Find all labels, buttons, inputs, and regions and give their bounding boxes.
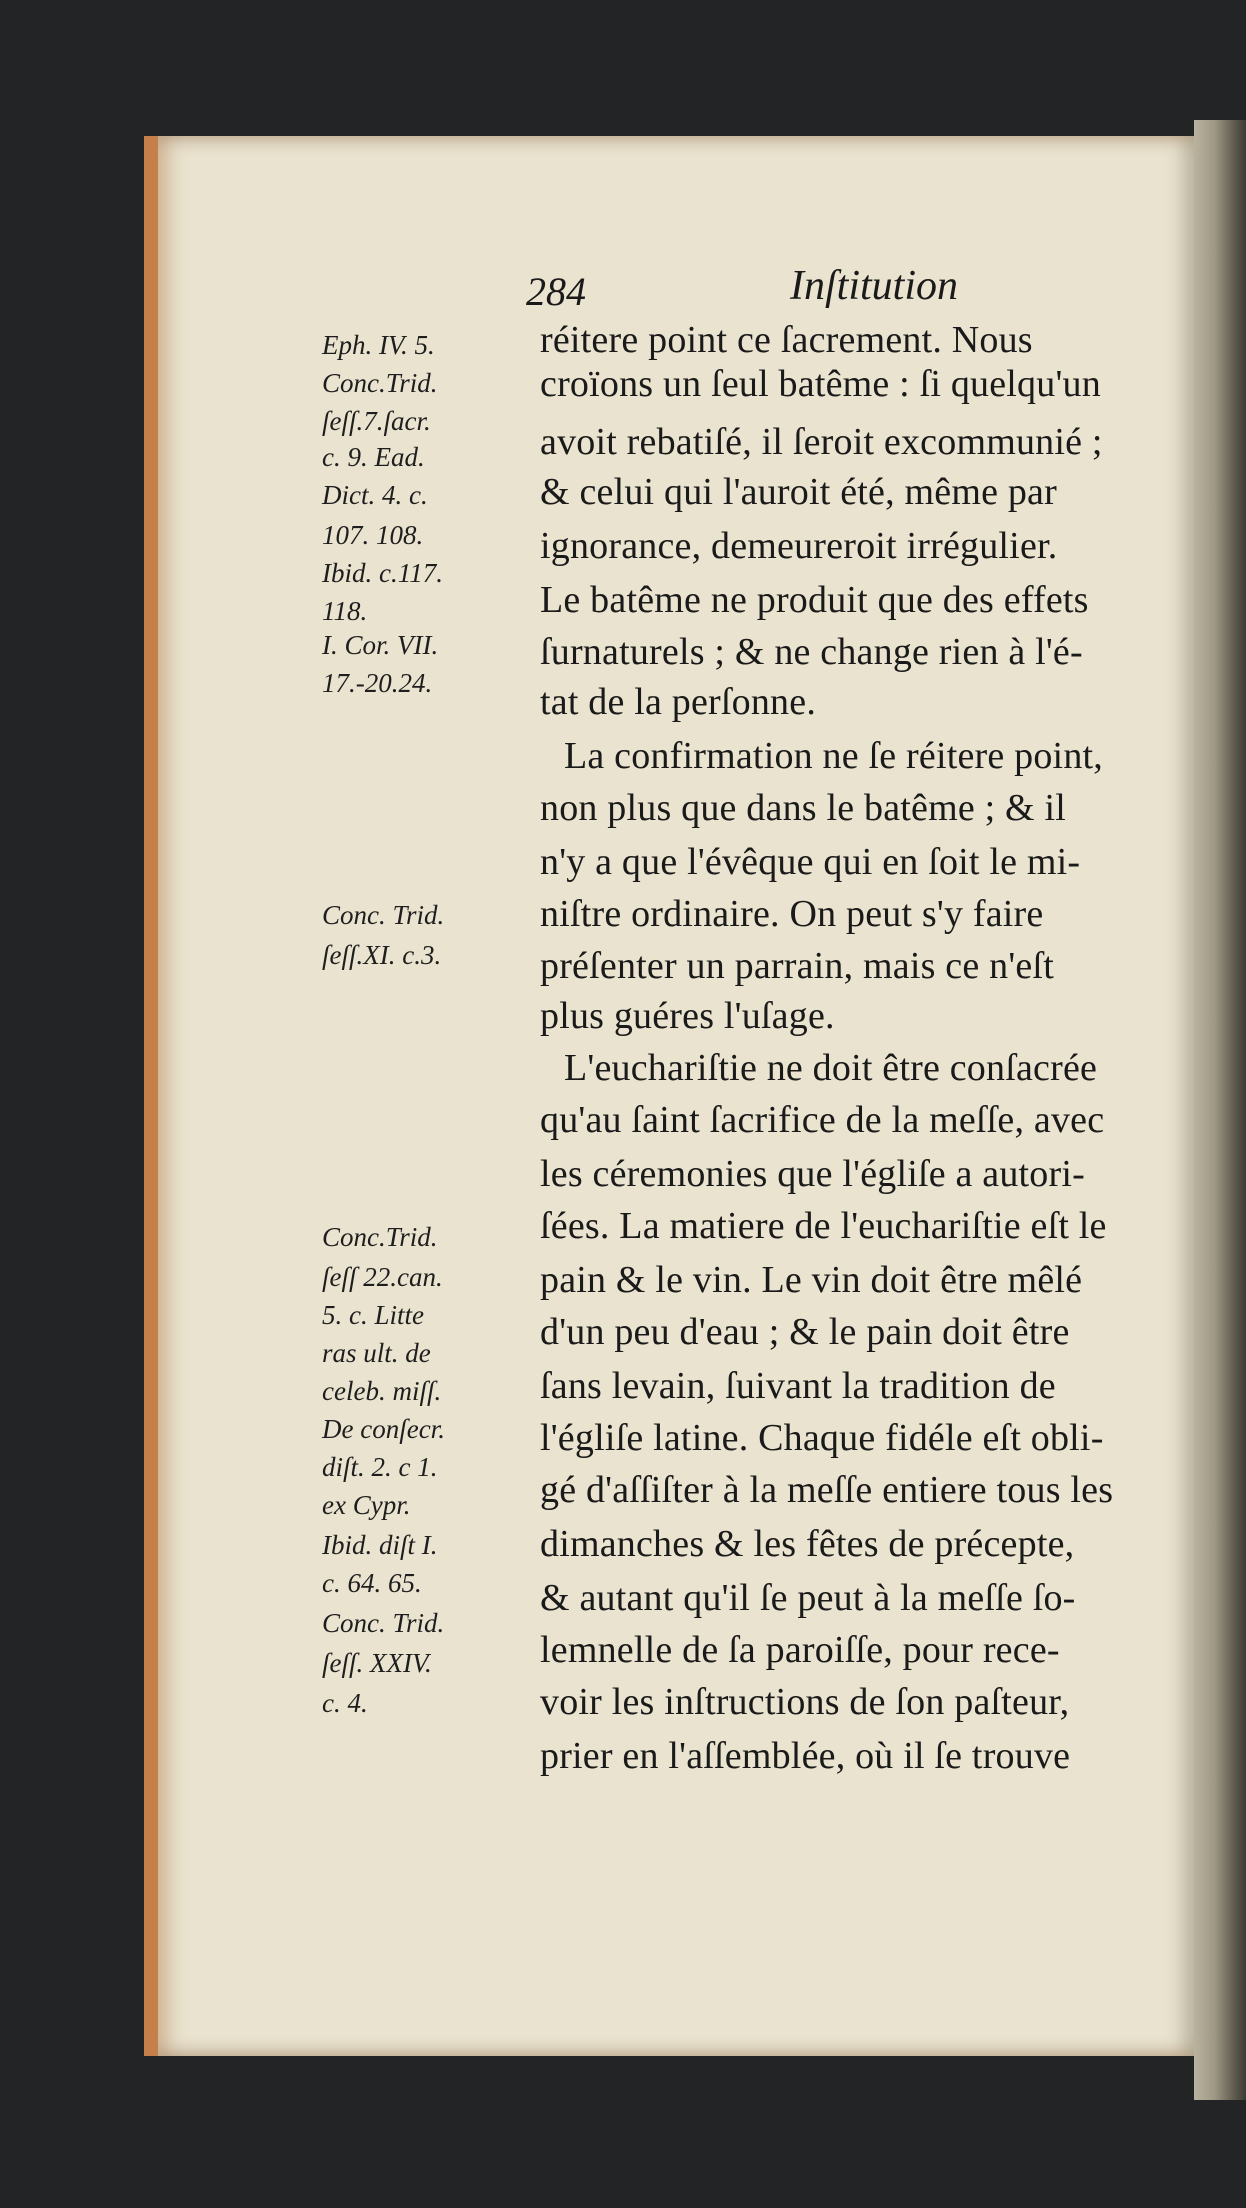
- margin-note: ras ult. de: [322, 1338, 431, 1368]
- margin-note: 118.: [322, 596, 368, 626]
- text-line: voir les inſtructions de ſon paſteur,: [540, 1681, 1070, 1723]
- text-line: qu'au ſaint ſacrifice de la meſſe, avec: [540, 1099, 1105, 1141]
- text-line: Le batême ne produit que des effets: [540, 579, 1089, 621]
- margin-note: 17.-20.24.: [322, 668, 433, 698]
- text-line: ſées. La matiere de l'euchariſtie eſt le: [540, 1205, 1107, 1247]
- margin-note: De conſecr.: [322, 1414, 445, 1444]
- text-line: ſans levain, ſuivant la tradition de: [540, 1365, 1056, 1407]
- text-line: gé d'aſſiſter à la meſſe entiere tous les: [540, 1469, 1114, 1511]
- margin-note: ex Cypr.: [322, 1490, 411, 1520]
- text-line: tat de la perſonne.: [540, 681, 817, 723]
- running-title: Inſtitution: [790, 263, 958, 309]
- text-line: prier en l'aſſemblée, où il ſe trouve: [540, 1735, 1071, 1777]
- text-line: les céremonies que l'égliſe a autori-: [540, 1153, 1085, 1195]
- text-line: lemnelle de ſa paroiſſe, pour rece-: [540, 1629, 1060, 1671]
- text-line: d'un peu d'eau ; & le pain doit être: [540, 1311, 1070, 1353]
- text-line: La confirmation ne ſe réitere point,: [564, 735, 1103, 777]
- text-line: non plus que dans le batême ; & il: [540, 787, 1067, 829]
- text-line: & celui qui l'auroit été, même par: [540, 471, 1057, 513]
- text-line: l'égliſe latine. Chaque fidéle eſt obli-: [540, 1417, 1104, 1459]
- text-line: ſurnaturels ; & ne change rien à l'é-: [540, 631, 1083, 673]
- margin-note: ſeſſ.7.ſacr.: [322, 406, 431, 436]
- text-line: préſenter un parrain, mais ce n'eſt: [540, 945, 1054, 987]
- margin-note: Dict. 4. c.: [322, 480, 428, 510]
- text-line: réitere point ce ſacrement. Nous: [540, 319, 1033, 361]
- margin-note: celeb. miſſ.: [322, 1376, 442, 1406]
- margin-note: Ibid. c.117.: [322, 558, 443, 588]
- margin-note: Conc.Trid.: [322, 1222, 438, 1252]
- margin-note: 107. 108.: [322, 520, 424, 550]
- margin-note: Conc. Trid.: [322, 1608, 445, 1638]
- margin-note: c. 9. Ead.: [322, 442, 425, 472]
- margin-note: Eph. IV. 5.: [322, 330, 435, 360]
- text-line: L'euchariſtie ne doit être conſacrée: [564, 1047, 1098, 1089]
- margin-note: Ibid. diſt I.: [322, 1530, 438, 1560]
- book-page-edge: [1194, 120, 1246, 2100]
- text-line: & autant qu'il ſe peut à la meſſe ſo-: [540, 1577, 1076, 1619]
- margin-note: I. Cor. VII.: [322, 630, 439, 660]
- text-line: plus guéres l'uſage.: [540, 995, 835, 1037]
- text-line: dimanches & les fêtes de précepte,: [540, 1523, 1075, 1565]
- page-number: 284: [526, 269, 586, 314]
- margin-note: ſeſſ 22.can.: [322, 1262, 443, 1292]
- text-line: croïons un ſeul batême : ſi quelqu'un: [540, 363, 1101, 405]
- margin-note: c. 64. 65.: [322, 1568, 422, 1598]
- margin-note: 5. c. Litte: [322, 1300, 424, 1330]
- text-line: niſtre ordinaire. On peut s'y faire: [540, 893, 1044, 935]
- text-line: avoit rebatiſé, il ſeroit excommunié ;: [540, 421, 1103, 463]
- margin-note: c. 4.: [322, 1688, 368, 1718]
- margin-note: Conc. Trid.: [322, 900, 445, 930]
- text-line: n'y a que l'évêque qui en ſoit le mi-: [540, 841, 1081, 883]
- margin-note: diſt. 2. c 1.: [322, 1452, 438, 1482]
- text-line: ignorance, demeureroit irrégulier.: [540, 525, 1058, 567]
- margin-note: ſeſſ. XXIV.: [322, 1648, 432, 1678]
- margin-note: ſeſſ.XI. c.3.: [322, 940, 442, 970]
- margin-note: Conc.Trid.: [322, 368, 438, 398]
- text-line: pain & le vin. Le vin doit être mêlé: [540, 1259, 1083, 1301]
